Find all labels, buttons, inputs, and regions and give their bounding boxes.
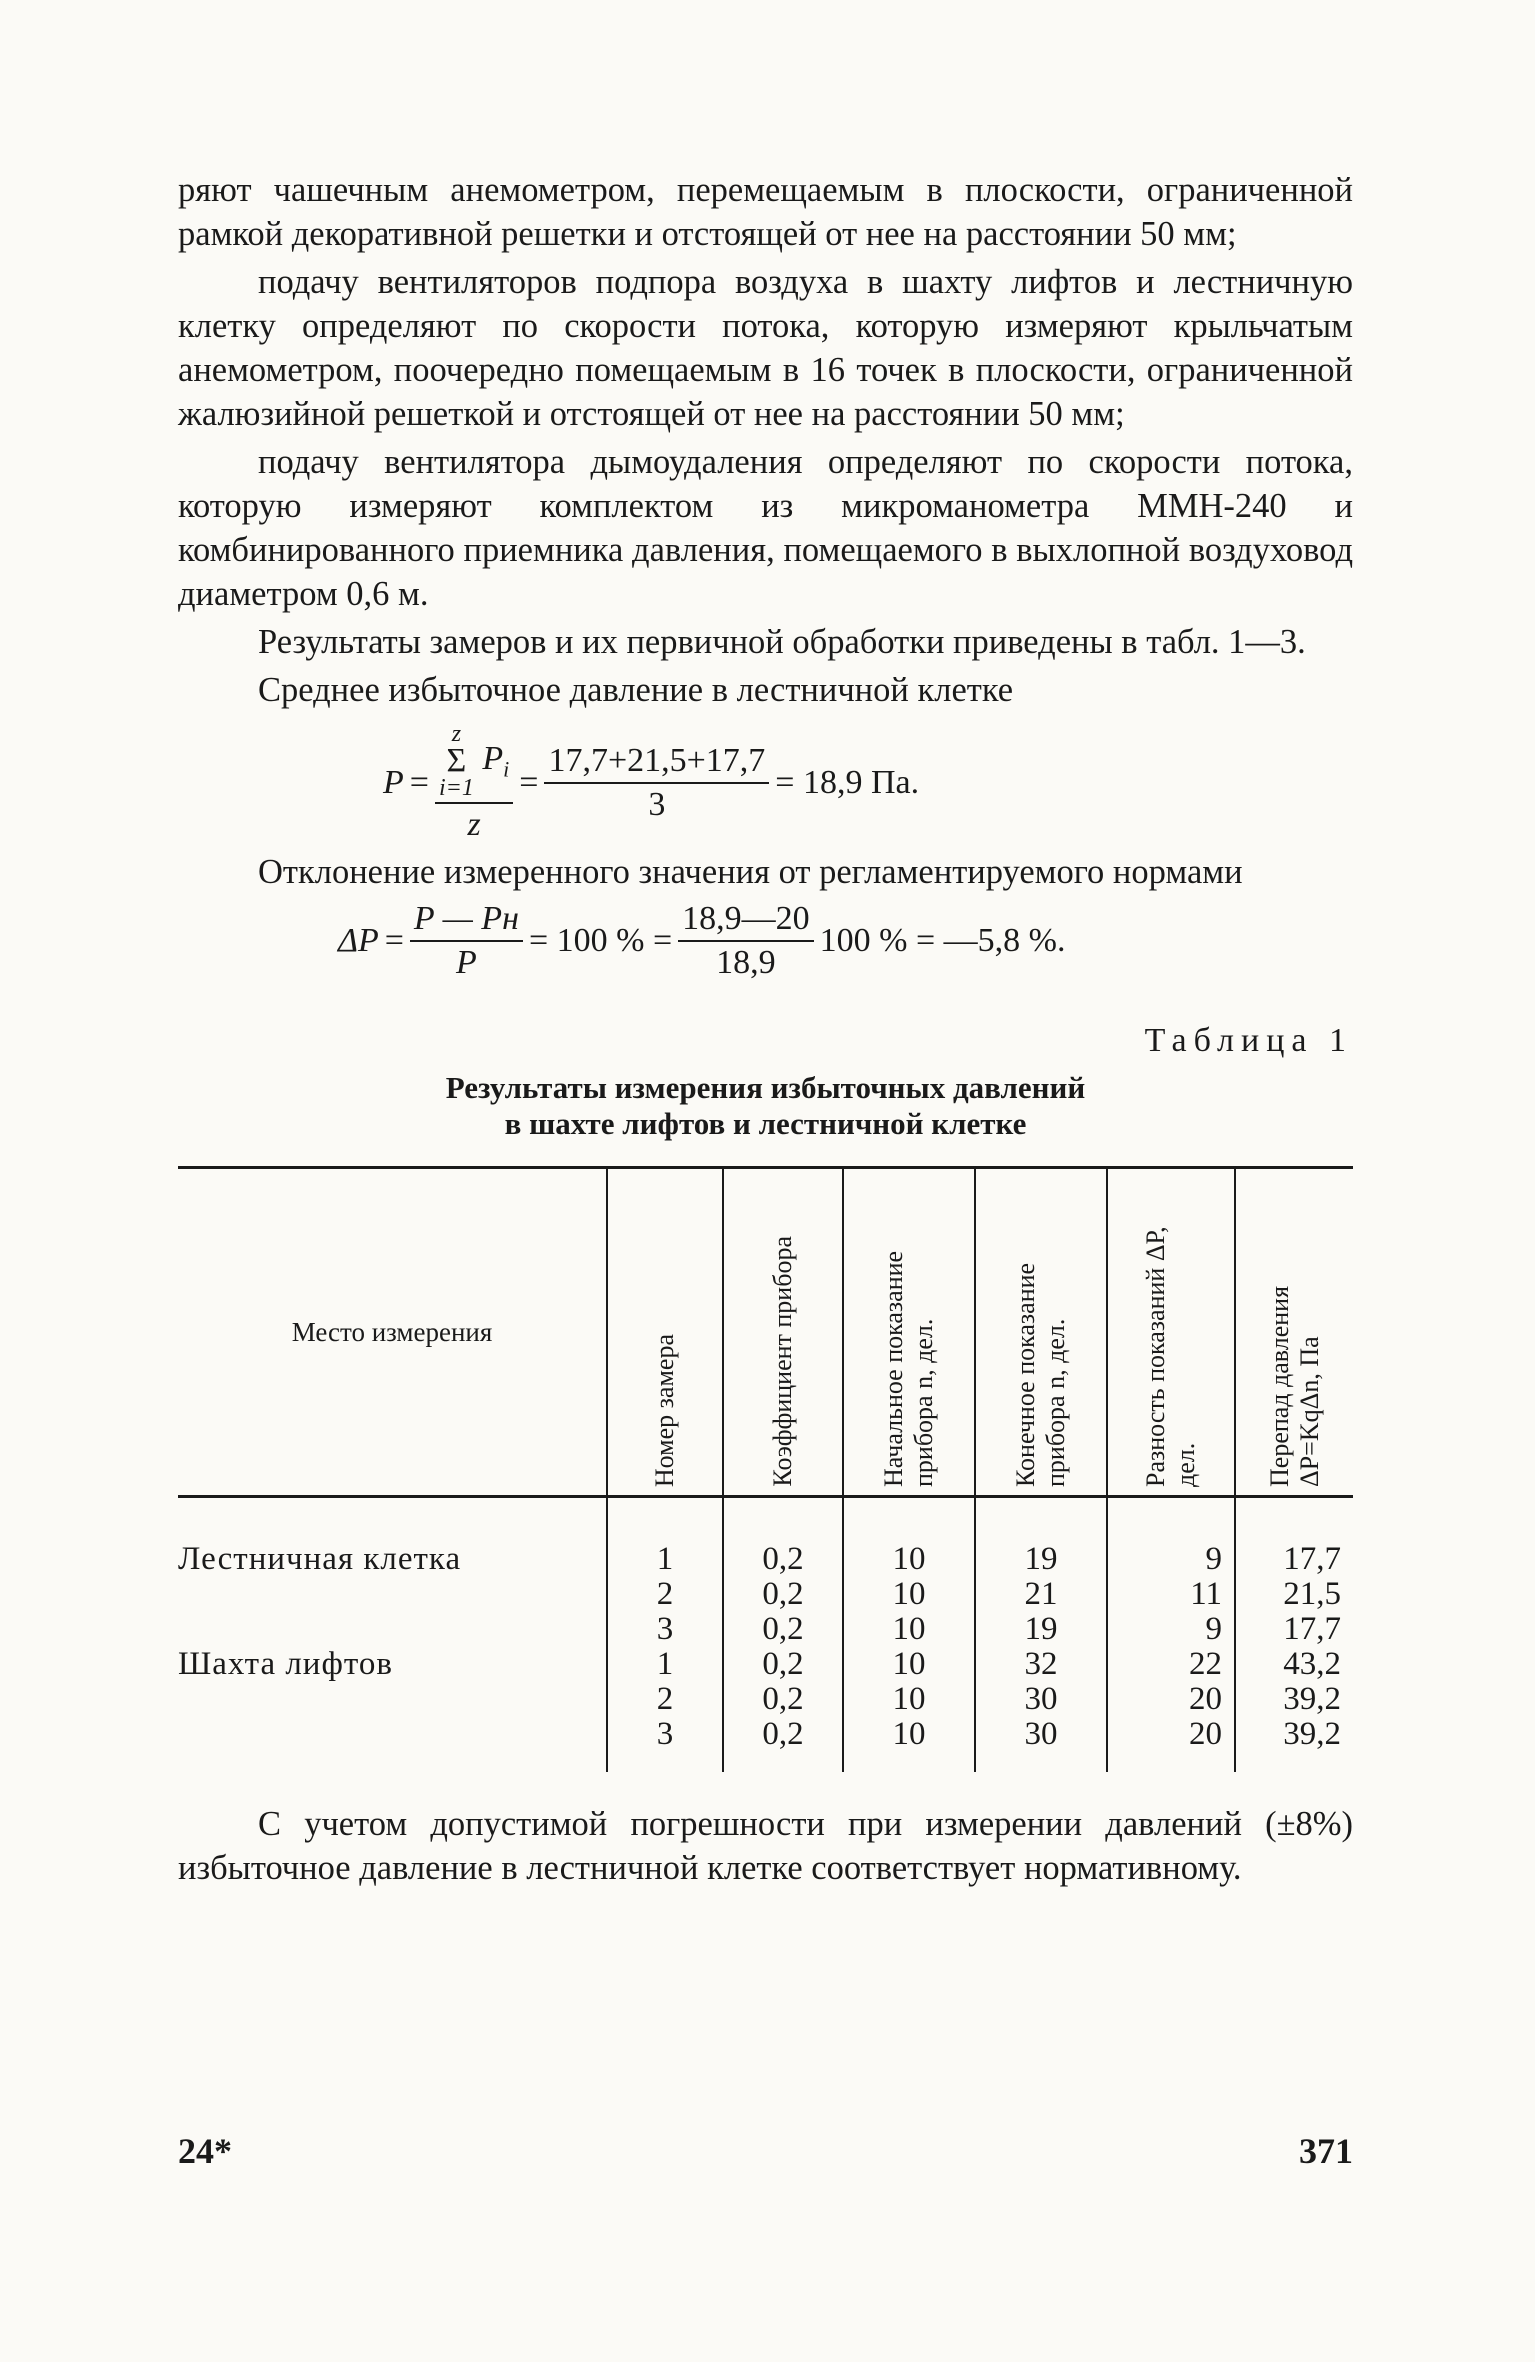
- sum-sub: i: [503, 756, 510, 782]
- paragraph-5: Среднее избыточное давление в лестничной клетке: [258, 671, 1014, 709]
- formula1-lhs: P: [383, 764, 404, 801]
- formula1-result: = 18,9 Па.: [775, 764, 920, 801]
- table-header-row: [178, 1168, 1353, 1497]
- page-content: [178, 168, 1353, 1890]
- formula1-eq2: =: [519, 764, 539, 801]
- formula1-denominator2: 3: [648, 786, 666, 823]
- formula2-mid: = 100 % =: [528, 922, 673, 959]
- page-footer: [178, 2130, 1353, 2172]
- formula2-denominator1: P: [456, 944, 477, 981]
- header-end: Конечное показание прибора n, дел.: [975, 1168, 1107, 1497]
- page-number: 371: [1299, 2131, 1353, 2171]
- formula2-result: 100 % = —5,8 %.: [819, 922, 1066, 959]
- table-row: 3 0,2 10 30 20 39,2: [178, 1717, 1353, 1772]
- formula2-numerator2: 18,9—20: [678, 900, 814, 942]
- paragraph-7: С учетом допустимой погрешности при измерении давлений (±8%) избыточное давление в лестничной клетке соответствует нормативному.: [178, 1805, 1353, 1887]
- sum-top: z: [451, 721, 462, 747]
- table-title: [178, 1070, 1353, 1142]
- formula1-eq: =: [409, 764, 429, 801]
- formula2-fraction1: [410, 900, 523, 982]
- table-label: Таблица 1: [1144, 1022, 1353, 1059]
- formula2-denominator2: 18,9: [716, 944, 776, 981]
- table-title-line2: в шахте лифтов и лестничной клетке: [504, 1106, 1027, 1141]
- formula1-denominator: z: [467, 806, 481, 843]
- paragraph-4: Результаты замеров и их первичной обработки приведены в табл. 1—3.: [258, 623, 1306, 661]
- formula1-numerator: 17,7+21,5+17,7: [544, 742, 769, 784]
- header-diff: Разность показаний ΔP, дел.: [1107, 1168, 1235, 1497]
- header-num: Номер замера: [607, 1168, 723, 1497]
- table-title-line1: Результаты измерения избыточных давлений: [445, 1070, 1086, 1105]
- sum-bottom: i=1: [438, 775, 474, 801]
- formula2-fraction2: [678, 900, 814, 982]
- sum-sign: Σ: [446, 742, 467, 779]
- paragraph-2: подачу вентиляторов подпора воздуха в шахту лифтов и лестничную клетку определяют по скорости потока, которую измеряют крыльчатым анемометром, поочередно помещаемым в 16 точек в плоскости, ограниченной жалюзийной решеткой и отстоящей от нее на расстоянии 50 мм;: [178, 263, 1353, 433]
- paragraph-6: Отклонение измеренного значения от регламентируемого нормами: [258, 853, 1243, 891]
- header-drop: Перепад давления ΔP=KqΔn, Па: [1235, 1168, 1353, 1497]
- results-table: [178, 1166, 1353, 1772]
- header-start: Начальное показание прибора n, дел.: [843, 1168, 975, 1497]
- signature-mark: 24*: [178, 2131, 232, 2171]
- header-coef: Коэффициент прибора: [723, 1168, 843, 1497]
- table-row: 2 0,2 10 30 20 39,2: [178, 1682, 1353, 1717]
- header-place: Место измерения: [178, 1168, 607, 1497]
- formula-deviation: [338, 900, 1353, 982]
- formula2-lhs: ΔP: [338, 922, 379, 959]
- table-row: Лестничная клетка 1 0,2 10 19 9 17,7: [178, 1497, 1353, 1578]
- table-row: Шахта лифтов 1 0,2 10 32 22 43,2: [178, 1647, 1353, 1682]
- sum-operator: [439, 722, 474, 800]
- formula1-values-fraction: [544, 742, 769, 824]
- formula2-eq: =: [384, 922, 404, 959]
- formula2-numerator1: P — Pн: [410, 900, 523, 942]
- table-row: 2 0,2 10 21 11 21,5: [178, 1577, 1353, 1612]
- formula1-sum-fraction: [435, 722, 513, 844]
- formula-mean-pressure: [383, 722, 1353, 844]
- sum-var: P: [482, 739, 504, 777]
- table-row: 3 0,2 10 19 9 17,7: [178, 1612, 1353, 1647]
- paragraph-3: подачу вентилятора дымоудаления определяют по скорости потока, которую измеряют комплектом из микроманометра ММН-240 и комбинированного приемника давления, помещаемого в выхлопной воздуховод диаметром 0,6 м.: [178, 443, 1353, 613]
- paragraph-1: ряют чашечным анемометром, перемещаемым в плоскости, ограниченной рамкой декоративной решетки и отстоящей от нее на расстоянии 50 мм;: [178, 171, 1353, 253]
